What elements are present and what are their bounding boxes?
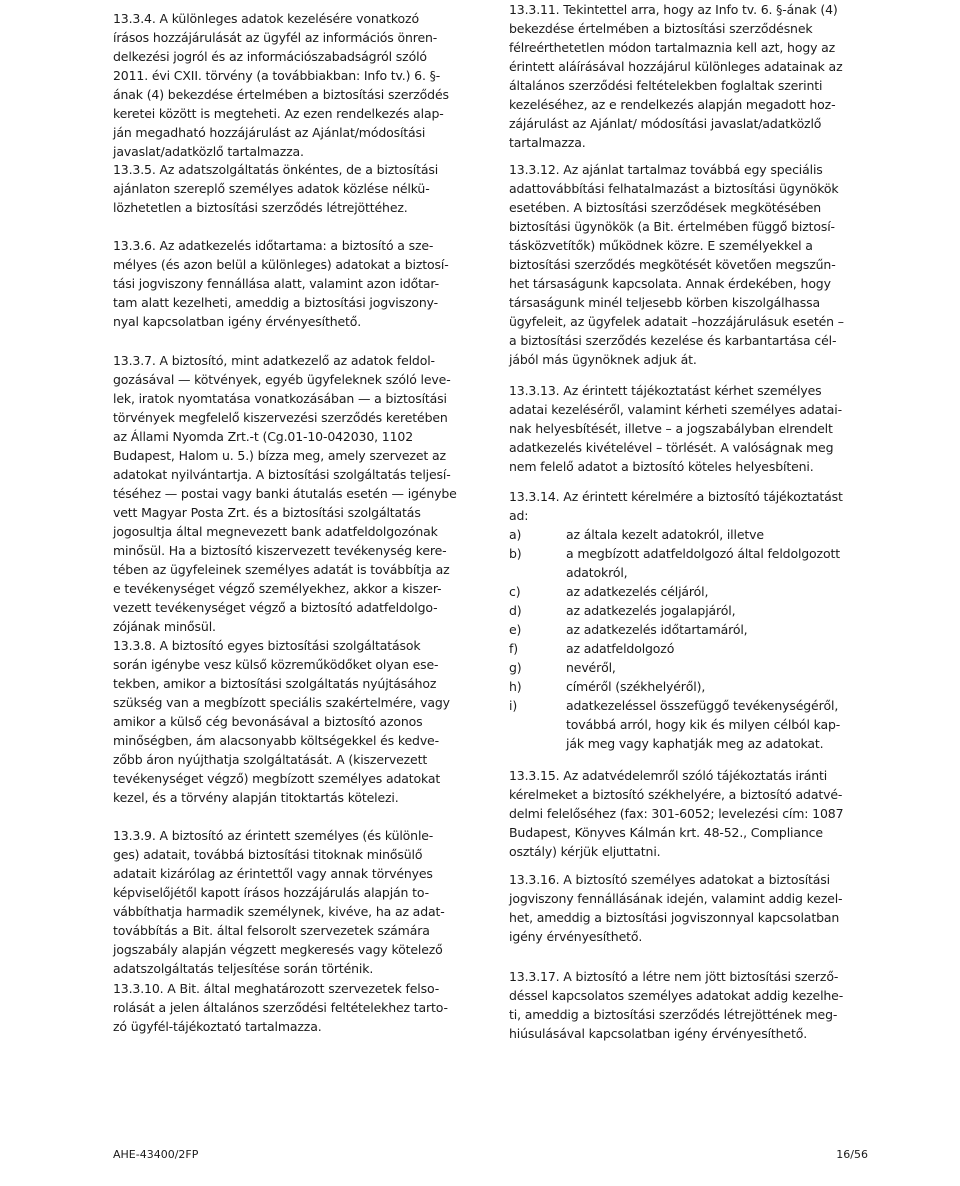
text-line: 13.3.10. A Bit. által meghatározott szervezetek felso- xyxy=(113,981,440,996)
text-line: adatokat nyilvántartja. A biztosítási szolgáltatás teljesí- xyxy=(113,467,451,482)
text-line: hiúsulásával kapcsolatban igény érvényesíthető. xyxy=(509,1026,808,1041)
text-line: szükség van a megbízott speciális szakértelmére, vagy xyxy=(113,695,450,710)
section-13-3-8 xyxy=(113,636,455,807)
list-item-letter: i) xyxy=(509,698,518,713)
text-line: általános szerződési feltételekben foglaltak szerinti xyxy=(509,78,823,93)
text-line: 13.3.16. A biztosító személyes adatokat a biztosítási xyxy=(509,872,830,887)
section-13-3-16 xyxy=(509,870,851,946)
list-item-text xyxy=(566,639,674,658)
text-line: zó ügyfél-tájékoztató tartalmazza. xyxy=(113,1019,322,1034)
text-line: félreérthetetlen módon tartalmaznia kell azt, hogy az xyxy=(509,40,836,55)
text-line: 13.3.7. A biztosító, mint adatkezelő az adatok feldol- xyxy=(113,353,435,368)
text-line: az adatfeldolgozó xyxy=(566,641,675,656)
document-code: AHE-43400/2FP xyxy=(113,1148,199,1161)
text-line: 13.3.15. Az adatvédelemről szóló tájékoztatás iránti xyxy=(509,768,828,783)
text-line: minőségben, ám alacsonyabb költségekkel és kedve- xyxy=(113,733,439,748)
text-line: adatokról, xyxy=(566,565,628,580)
text-line: címéről (székhelyéről), xyxy=(566,679,706,694)
list-item-text xyxy=(566,696,840,753)
list-item-letter: h) xyxy=(509,679,522,694)
text-line: kérelmeket a biztosító székhelyére, a biztosító adatvé- xyxy=(509,787,843,802)
text-line: nevéről, xyxy=(566,660,616,675)
text-line: 13.3.6. Az adatkezelés időtartama: a biztosító a sze- xyxy=(113,238,434,253)
text-line: e tevékenységet végző személyekhez, akkor a kiszer- xyxy=(113,581,442,596)
text-line: jogszabály alapján végzett megkeresés vagy kötelező xyxy=(113,942,443,957)
text-line: zőbb áron nyújthatja szolgáltatását. A (kiszervezett xyxy=(113,752,428,767)
text-line: biztosítási szerződés megkötését követően megszűn- xyxy=(509,257,836,272)
section-13-3-11 xyxy=(509,0,851,152)
text-line: nak helyesbítését, illetve – a jogszabályban elrendelt xyxy=(509,421,833,436)
text-line: jogosultja által megnevezett bank adatfeldolgozónak xyxy=(113,524,438,539)
text-line: társaságunk minél teljesebb körben kiszolgálhassa xyxy=(509,295,821,310)
list-item-text xyxy=(566,582,708,601)
text-line: az adatkezelés jogalapjáról, xyxy=(566,603,736,618)
text-line: vábbíthatja harmadik személynek, kivéve, ha az adat- xyxy=(113,904,445,919)
text-line: lözhetetlen a biztosítási szerződés létrejöttéhez. xyxy=(113,200,408,215)
text-line: tásközvetítők) működnek közre. E személyekkel a xyxy=(509,238,813,253)
text-line: tevékenységet végző) megbízott személyes adatokat xyxy=(113,771,441,786)
section-13-3-4 xyxy=(113,9,455,161)
text-line: jogviszony fennállásának idején, valamint addig kezel- xyxy=(509,891,843,906)
text-line: 13.3.14. Az érintett kérelmére a biztosító tájékoztatást xyxy=(509,489,843,504)
text-line: adatkezeléssel összefüggő tevékenységéről, xyxy=(566,698,839,713)
text-line: tam alatt kezelheti, ameddig a biztosítási jogviszony- xyxy=(113,295,439,310)
text-line: 13.3.9. A biztosító az érintett személyes (és különle- xyxy=(113,828,434,843)
text-line: esetében. A biztosítási szerződések megkötésében xyxy=(509,200,822,215)
text-line: tekben, amikor a biztosítási szolgáltatás nyújtásához xyxy=(113,676,437,691)
text-line: 13.3.8. A biztosító egyes biztosítási szolgáltatások xyxy=(113,638,421,653)
text-line: tében az ügyfeleinek személyes adatát is továbbítja az xyxy=(113,562,450,577)
text-line: biztosítási ügynökök (a Bit. értelmében függő biztosí- xyxy=(509,219,835,234)
text-line: ges) adatait, továbbá biztosítási titoknak minősülő xyxy=(113,847,423,862)
section-13-3-9 xyxy=(113,826,455,978)
text-line: adatait kizárólag az érintettől vagy annak törvényes xyxy=(113,866,433,881)
text-line: 2011. évi CXII. törvény (a továbbiakban: Info tv.) 6. §- xyxy=(113,68,441,83)
text-line: ják meg vagy kaphatják meg az adatokat. xyxy=(566,736,824,751)
list-item-letter: g) xyxy=(509,660,522,675)
section-13-3-12 xyxy=(509,160,851,369)
text-line: zájárulást az Ajánlat/ módosítási javaslat/adatközlő xyxy=(509,116,822,131)
text-line: osztály) kérjük eljuttatni. xyxy=(509,844,661,859)
text-line: tartalmazza. xyxy=(509,135,586,150)
text-line: bekezdése értelmében a biztosítási szerződésnek xyxy=(509,21,813,36)
text-line: zójának minősül. xyxy=(113,619,216,634)
page-number: 16/56 xyxy=(836,1148,868,1161)
list-item-letter: e) xyxy=(509,622,522,637)
list-item-text xyxy=(566,544,840,582)
section-13-3-17 xyxy=(509,967,851,1043)
text-line: vett Magyar Posta Zrt. és a biztosítási szolgáltatás xyxy=(113,505,421,520)
list-item-letter: f) xyxy=(509,641,518,656)
text-line: továbbítás a Bit. által felsorolt szervezetek számára xyxy=(113,923,430,938)
list-item-text xyxy=(566,677,705,696)
text-line: keretei között is megteheti. Az ezen rendelkezés alap- xyxy=(113,106,444,121)
list-item-letter: a) xyxy=(509,527,522,542)
text-line: adatszolgáltatás teljesítése során történik. xyxy=(113,961,374,976)
text-line: ajánlaton szereplő személyes adatok közlése nélkü- xyxy=(113,181,430,196)
text-line: déssel kapcsolatos személyes adatokat addig kezelhe- xyxy=(509,988,844,1003)
text-line: ad: xyxy=(509,508,529,523)
section-13-3-5 xyxy=(113,160,455,217)
text-line: az Állami Nyomda Zrt.-t (Cg.01-10-042030, 1102 xyxy=(113,429,413,444)
section-13-3-14 xyxy=(509,487,851,525)
text-line: nyal kapcsolatban igény érvényesíthető. xyxy=(113,314,362,329)
text-line: továbbá arról, hogy kik és milyen célból kap- xyxy=(566,717,841,732)
text-line: igény érvényesíthető. xyxy=(509,929,643,944)
text-line: 13.3.4. A különleges adatok kezelésére vonatkozó xyxy=(113,11,419,26)
text-line: tási jogviszony fennállása alatt, valamint azon időtar- xyxy=(113,276,439,291)
list-item-letter: b) xyxy=(509,546,522,561)
text-line: ti, ameddig a biztosítási szerződés létrejöttének meg- xyxy=(509,1007,838,1022)
text-line: ügyfeleit, az ügyfelek adatait –hozzájárulásuk esetén – xyxy=(509,314,844,329)
text-line: az adatkezelés időtartamáról, xyxy=(566,622,748,637)
text-line: Budapest, Könyves Kálmán krt. 48-52., Compliance xyxy=(509,825,823,840)
text-line: ján megadható hozzájárulást az Ajánlat/módosítási xyxy=(113,125,426,140)
text-line: het, ameddig a biztosítási jogviszonnyal kapcsolatban xyxy=(509,910,840,925)
list-item-text xyxy=(566,601,735,620)
text-line: lek, iratok nyomtatása vonatkozásában — a biztosítási xyxy=(113,391,447,406)
text-line: a biztosítási szerződés kezelése és karbantartása cél- xyxy=(509,333,837,348)
text-line: törvények megfelelő kiszervezési szerződés keretében xyxy=(113,410,448,425)
text-line: vezett tevékenységet végző a biztosító adatfeldolgo- xyxy=(113,600,438,615)
text-line: 13.3.5. Az adatszolgáltatás önkéntes, de a biztosítási xyxy=(113,162,439,177)
text-line: az általa kezelt adatokról, illetve xyxy=(566,527,764,542)
section-13-3-6 xyxy=(113,236,455,331)
text-line: delmi felelőséhez (fax: 301-6052; levelezési cím: 1087 xyxy=(509,806,844,821)
text-line: minősül. Ha a biztosító kiszervezett tevékenység kere- xyxy=(113,543,447,558)
list-item-text xyxy=(566,658,616,677)
section-13-3-7 xyxy=(113,351,455,636)
text-line: adatai kezeléséről, valamint kérheti személyes adatai- xyxy=(509,402,842,417)
text-line: kezel, és a törvény alapján titoktartás kötelezi. xyxy=(113,790,399,805)
text-line: 13.3.12. Az ajánlat tartalmaz továbbá egy speciális xyxy=(509,162,823,177)
text-line: 13.3.13. Az érintett tájékoztatást kérhet személyes xyxy=(509,383,822,398)
text-line: jából más ügynöknek adjuk át. xyxy=(509,352,697,367)
text-line: ának (4) bekezdése értelmében a biztosítási szerződés xyxy=(113,87,449,102)
text-line: rolását a jelen általános szerződési feltételekhez tarto- xyxy=(113,1000,448,1015)
text-line: amikor a külső cég bevonásával a biztosító azonos xyxy=(113,714,423,729)
list-item-letter: c) xyxy=(509,584,521,599)
text-line: adatkezelés kivételével – törlését. A valóságnak meg xyxy=(509,440,834,455)
text-line: az adatkezelés céljáról, xyxy=(566,584,709,599)
text-line: Budapest, Halom u. 5.) bízza meg, amely szervezet az xyxy=(113,448,446,463)
text-line: javaslat/adatközlő tartalmazza. xyxy=(113,144,304,159)
text-line: adattovábbítási felhatalmazást a biztosítási ügynökök xyxy=(509,181,839,196)
section-13-3-13 xyxy=(509,381,851,476)
text-line: gozásával — kötvények, egyéb ügyfeleknek szóló leve- xyxy=(113,372,451,387)
text-line: kezeléséhez, az e rendelkezés alapján megadott hoz- xyxy=(509,97,836,112)
text-line: írásos hozzájárulását az ügyfél az információs önren- xyxy=(113,30,438,45)
section-13-3-10 xyxy=(113,979,455,1036)
text-line: érintett aláírásával hozzájárul különleges adatainak az xyxy=(509,59,843,74)
text-line: 13.3.17. A biztosító a létre nem jött biztosítási szerző- xyxy=(509,969,839,984)
text-line: során igénybe vesz külső közreműködőket olyan ese- xyxy=(113,657,439,672)
list-item-letter: d) xyxy=(509,603,522,618)
section-13-3-15 xyxy=(509,766,851,861)
text-line: képviselőjétől kapott írásos hozzájárulás alapján to- xyxy=(113,885,429,900)
text-line: mélyes (és azon belül a különleges) adatokat a biztosí- xyxy=(113,257,449,272)
text-line: nem felelő adatot a biztosító köteles helyesbíteni. xyxy=(509,459,814,474)
text-line: het társaságunk kapcsolata. Annak érdekében, hogy xyxy=(509,276,831,291)
text-line: a megbízott adatfeldolgozó által feldolgozott xyxy=(566,546,840,561)
text-line: delkezési jogról és az információszabadságról szóló xyxy=(113,49,427,64)
text-line: téséhez — postai vagy banki átutalás esetén — igénybe xyxy=(113,486,457,501)
text-line: 13.3.11. Tekintettel arra, hogy az Info tv. 6. §-ának (4) xyxy=(509,2,838,17)
list-item-text xyxy=(566,620,748,639)
list-item-text xyxy=(566,525,764,544)
